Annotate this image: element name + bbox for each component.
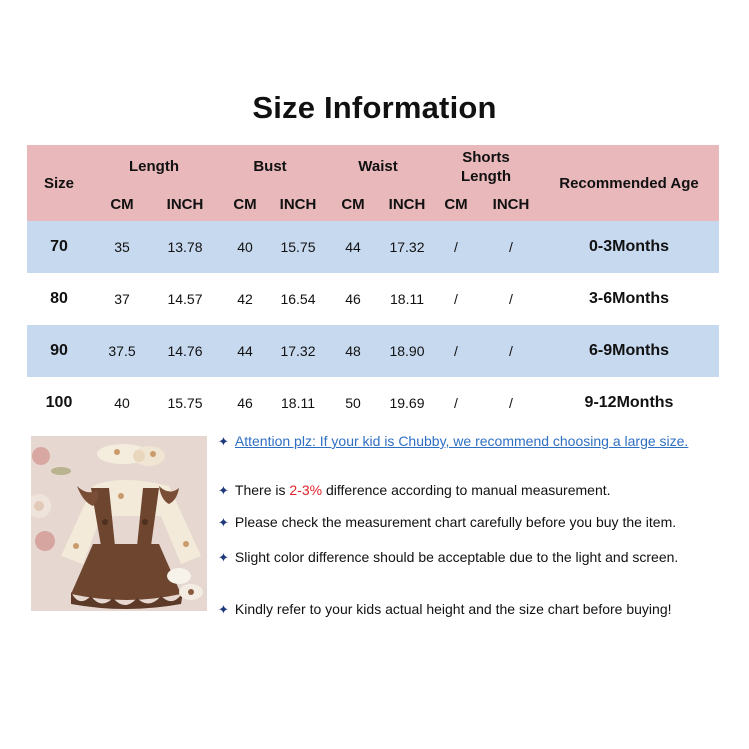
refer-note	[218, 601, 672, 618]
header-length-cm: CM	[110, 196, 134, 213]
length-inch-value: 14.57	[167, 291, 203, 307]
color-note	[218, 549, 678, 566]
age-value: 9-12Months	[584, 394, 674, 411]
header-length: Length	[129, 158, 179, 175]
color-text: Slight color difference should be acceptable due to the light and screen.	[234, 549, 679, 565]
sparkle-icon: ✦	[218, 483, 229, 498]
header-waist-inch: INCH	[388, 196, 426, 213]
waist-inch-value: 18.11	[390, 291, 424, 307]
outfit-illustration	[31, 436, 207, 611]
table-row	[27, 273, 719, 325]
bust-cm-value: 40	[237, 239, 253, 255]
table-row	[27, 377, 719, 429]
sparkle-icon: ✦	[218, 602, 229, 617]
waist-cm-value: 44	[345, 239, 361, 255]
bust-inch-value: 17.32	[280, 343, 316, 359]
shorts-cm-value: /	[454, 395, 458, 411]
header-bust-inch: INCH	[279, 196, 317, 213]
length-inch-value: 14.76	[167, 343, 203, 359]
difference-text-before: There is	[234, 482, 290, 498]
table-header	[27, 145, 719, 221]
page-title: Size Information	[252, 90, 497, 125]
shorts-inch-value: /	[509, 239, 513, 255]
attention-note[interactable]	[218, 432, 698, 451]
table-row	[27, 325, 719, 377]
header-shorts-line1: Shorts	[462, 149, 510, 166]
refer-text: Kindly refer to your kids actual height and the size chart before buying!	[234, 601, 672, 617]
bust-cm-value: 42	[237, 291, 253, 307]
bust-cm-value: 44	[237, 343, 253, 359]
product-photo	[31, 436, 207, 611]
age-value: 0-3Months	[589, 238, 669, 255]
length-inch-value: 13.78	[167, 239, 203, 255]
length-inch-value: 15.75	[167, 395, 203, 411]
table-row	[27, 221, 719, 273]
shorts-inch-value: /	[509, 343, 513, 359]
check-note	[218, 514, 676, 531]
header-waist: Waist	[358, 158, 398, 175]
shorts-cm-value: /	[454, 239, 458, 255]
waist-inch-value: 19.69	[389, 395, 425, 411]
header-bust-cm: CM	[233, 196, 257, 213]
sparkle-icon: ✦	[218, 515, 229, 530]
shorts-inch-value: /	[509, 395, 513, 411]
bust-inch-value: 16.54	[280, 291, 316, 307]
sparkle-icon: ✦	[218, 434, 229, 449]
shorts-cm-value: /	[454, 291, 458, 307]
header-size: Size	[43, 175, 74, 192]
header-shorts-line2: Length	[461, 168, 511, 185]
difference-note	[218, 482, 611, 499]
attention-link[interactable]	[218, 432, 698, 451]
waist-inch-value: 17.32	[389, 239, 425, 255]
size-value: 70	[50, 238, 68, 255]
age-value: 6-9Months	[589, 342, 669, 359]
waist-cm-value: 46	[345, 291, 361, 307]
length-cm-value: 37.5	[108, 343, 136, 359]
length-cm-value: 40	[114, 395, 130, 411]
length-cm-value: 35	[114, 239, 130, 255]
size-value: 100	[45, 394, 73, 411]
header-length-inch: INCH	[166, 196, 204, 213]
header-shorts-length	[431, 148, 541, 186]
size-value: 80	[50, 290, 68, 307]
header-recommended-age: Recommended Age	[559, 175, 699, 192]
length-cm-value: 37	[114, 291, 130, 307]
bust-inch-value: 15.75	[280, 239, 316, 255]
waist-cm-value: 50	[345, 395, 361, 411]
difference-text-after: difference according to manual measurement.	[322, 482, 611, 498]
difference-highlight: 2-3%	[289, 482, 323, 498]
sparkle-icon: ✦	[218, 550, 229, 565]
shorts-inch-value: /	[509, 291, 513, 307]
bust-cm-value: 46	[237, 395, 253, 411]
header-shorts-cm: CM	[444, 196, 468, 213]
shorts-cm-value: /	[454, 343, 458, 359]
bust-inch-value: 18.11	[281, 395, 315, 411]
check-text: Please check the measurement chart carefully before you buy the item.	[234, 514, 677, 530]
age-value: 3-6Months	[589, 290, 669, 307]
header-shorts-inch: INCH	[492, 196, 530, 213]
header-waist-cm: CM	[341, 196, 365, 213]
header-bust: Bust	[253, 158, 287, 175]
attention-text: Attention plz: If your kid is Chubby, we recommend choosing a large size.	[234, 433, 689, 449]
size-value: 90	[50, 342, 68, 359]
waist-cm-value: 48	[345, 343, 361, 359]
size-table	[27, 145, 719, 429]
waist-inch-value: 18.90	[389, 343, 425, 359]
